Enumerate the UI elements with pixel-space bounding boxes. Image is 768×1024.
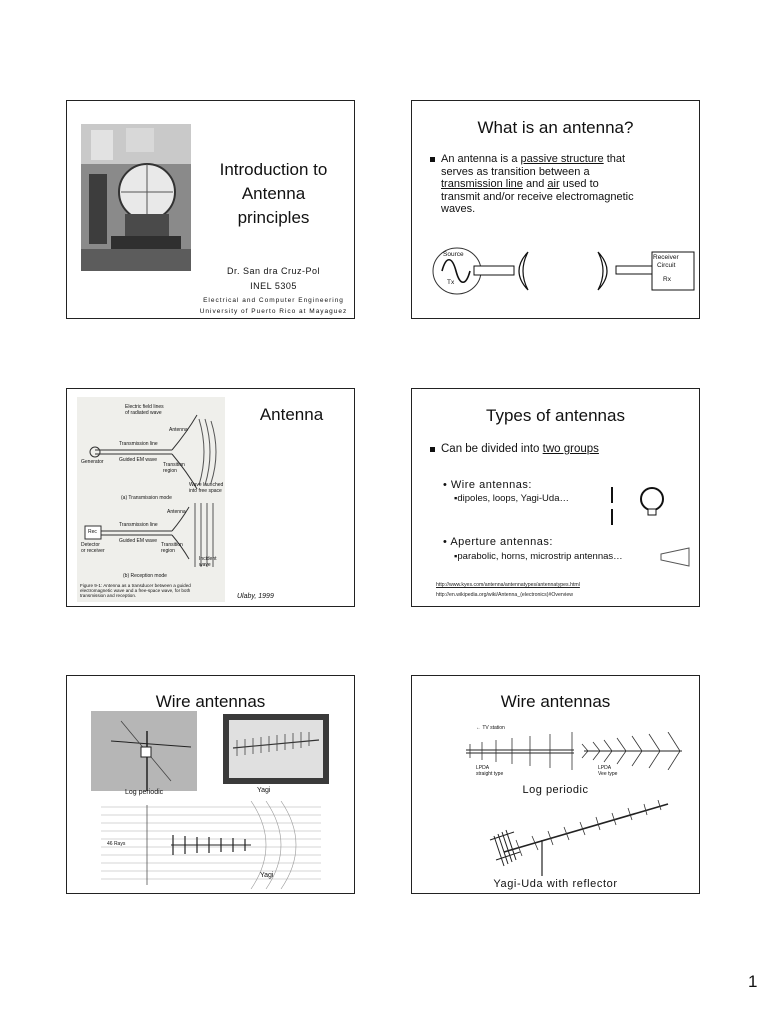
yagi-caption-top: Yagi [257,787,271,794]
lpda-text: Vee type [598,770,618,777]
lpda-text: straight type [476,770,504,777]
fig-transition2 [161,543,183,554]
fig-text: Wave launched [189,482,224,488]
yagi-uda-caption: Yagi-Uda with reflector [493,878,618,890]
transmission-line-link[interactable]: transmission line [441,178,523,190]
lpda-text: LPDA [598,765,612,771]
slide-wire-antennas-1 [66,675,355,894]
log-periodic-photo [91,711,197,791]
wire-heading: • Wire antennas: [443,479,532,491]
wire-items-text: dipoles, loops, Yagi-Uda… [457,493,569,504]
log-periodic-caption: Log periodic [125,789,164,796]
aperture-items: ▪parabolic, horns, microstrip antennas… [454,551,623,562]
title-line2: Antenna [241,184,306,203]
bullet-line4: transmit and/or receive electromagnetic [441,190,634,203]
author: Dr. San dra Cruz-Pol [226,266,321,276]
fig-rmode: (b) Reception mode [123,573,167,579]
bullet-text: and [522,178,548,190]
air-link[interactable]: air [547,178,560,190]
fig-incident [199,557,217,568]
bullet-text: that [603,153,626,165]
yagi-photo [223,714,329,784]
fig-tline: Transmission line [119,441,158,447]
bullet-line2: serves as transition between a [441,165,590,178]
tx-label: Tx [447,279,455,286]
fig-text: into free space [189,487,222,494]
fig-text: transmission and reception. [80,593,137,599]
fig-caption [80,583,191,599]
fig-text: Detector [81,542,100,548]
lpda-straight-label [476,766,503,777]
source-label: Source [443,251,464,258]
fig-antenna2: Antenna [167,509,186,515]
fig-text: of radiated wave [125,409,162,416]
bullet-square [430,447,435,452]
slide-intro [66,100,355,319]
slide6-title: Wire antennas [500,692,611,711]
fig-transition [163,463,185,474]
wikipedia-link[interactable]: http://en.wikipedia.org/wiki/Antenna_(electronics)#Overview [436,592,573,598]
yagi-radiation-diagram [101,801,321,889]
slide5-title: Wire antennas [155,692,266,711]
yagi-uda-drawing [486,800,672,876]
wire-heading-text: Wire antennas: [450,479,532,491]
horn-antenna-icon [659,547,691,567]
wire-items: ▪dipoles, loops, Yagi-Uda… [454,493,569,504]
slide-types [411,388,700,607]
two-groups-link[interactable]: two groups [542,443,599,455]
bullet-text: used to [559,178,599,190]
photo-illustration [81,124,191,271]
aperture-items-text: parabolic, horns, microstrip antennas… [457,551,623,562]
fig-rec: Rec [88,529,97,535]
slide4-title: Types of antennas [486,406,625,425]
title-line1: Introduction to [219,160,328,179]
page-number: 1 [748,972,758,991]
slide-antenna-figure [66,388,355,607]
credit-ulaby: Ulaby, 1999 [237,593,274,600]
circuit-label: Circuit [657,262,676,269]
course-code: INEL 5305 [250,281,297,291]
slide-what-is-antenna [411,100,700,319]
slide3-title: Antenna [259,405,324,424]
groups-bullet [441,443,599,456]
bullet-text: An antenna is a [441,153,521,165]
fig-tmode: (a) Transmission mode [121,495,172,501]
fig-text: Incident [199,556,217,562]
lpda-vee-label [598,766,617,777]
fig-text: Electric field lines [125,404,164,410]
university: University of Puerto Rico at Mayaguez [199,308,348,315]
slide-wire-antennas-2 [411,675,700,894]
receiver-label: Receiver [653,254,679,261]
dipole-loop-icons [608,485,668,529]
kyes-link[interactable]: http://www.kyes.com/antenna/antennatypes/antennatypes.html [436,582,580,588]
rx-label: Rx [663,276,671,283]
fig-text: wave [199,561,211,568]
fig-generator: Generator [81,459,104,465]
fig-text: region [161,547,175,554]
fig-efl [125,405,164,416]
antenna-lab-photo [81,124,191,271]
fig-guided2: Guided EM wave [119,538,158,544]
passive-structure-link[interactable]: passive structure [520,153,604,165]
fig-wave-launched [189,483,223,494]
fig-antenna: Antenna [169,427,188,433]
slide1-title [191,158,355,230]
fig-text: Transition [161,542,183,548]
fig-text: region [163,467,177,474]
fig-text: electromagnetic wave and a free-space wave, for both [80,588,191,594]
department: Electrical and Computer Engineering [203,297,344,304]
title-line3: principles [237,208,310,227]
aperture-heading: • Aperture antennas: [443,536,553,548]
bullet-text: Can be divided into [441,443,543,455]
fig-tline2: Transmission line [119,522,158,528]
rays-label: 46 Rays [107,841,126,847]
tv-station-label: ← TV station [476,725,505,731]
fig-guided: Guided EM wave [119,457,158,463]
definition-bullet [441,153,696,216]
lpda-diagrams [460,732,690,770]
textbook-figure [77,397,225,602]
fig-detector [81,543,105,554]
bullet-square [430,157,435,162]
fig-text: Transition [163,462,185,468]
lpda-text: LPDA [476,765,490,771]
aperture-heading-text: Aperture antennas: [450,536,553,548]
tv-station-text: TV station [482,725,505,731]
fig-text: or receiver [81,547,105,554]
fig-text: Figure 9-1: Antenna as a transducer between a guided [80,583,191,588]
log-periodic-heading: Log periodic [522,784,589,796]
bullet-line5: waves. [441,203,476,215]
slide2-title: What is an antenna? [477,118,634,137]
yagi-caption-bottom: Yagi [260,872,274,879]
